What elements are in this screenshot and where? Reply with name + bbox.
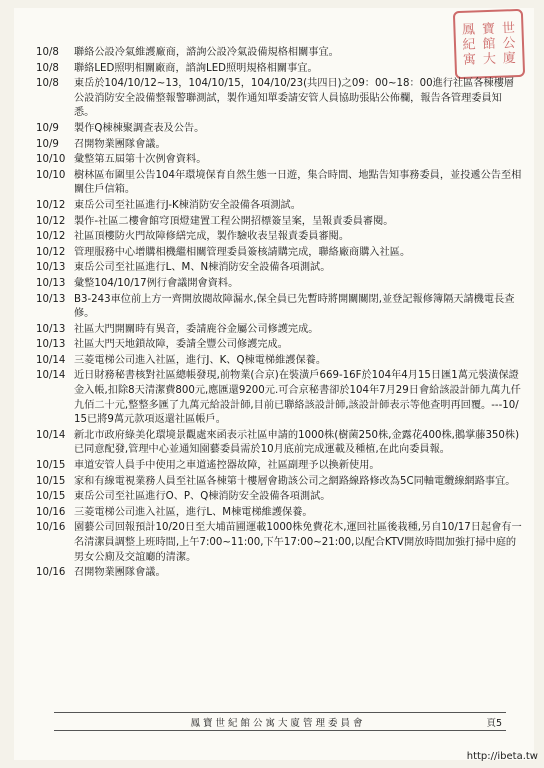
entry-date: 10/8 [36, 78, 59, 90]
entry-text: 園藝公司回報預計10/20日至大埔苗圃運載1000株免費花木,運回社區後栽種,另自10/17日起會有一名清潔員調整上班時間,上午7:00~11:00,下午17:00~21:00,以配合KTV開放時間加強打掃中庭的男女公廁及交誼廳的清潔。 [74, 522, 522, 563]
page-number: 頁5 [486, 717, 502, 729]
log-entry [36, 277, 522, 292]
entry-date: 10/13 [36, 262, 66, 274]
entry-text: 近日財務秘書核對社區總帳發現,前物業(合京)在裝潢戶669-16F於104年4月15日匯1萬元裝潢保證金入帳,扣除8天清潔費800元,應匯還9200元.可合京秘書卻於104年7月29日會給該設計師九萬九仟九佰二十元,整整多匯了九萬元給設計師,目前已聯絡該設計師,該設計師表示等他查明再回覆。---10/15已將9萬元款項返還社區帳戶。 [74, 370, 521, 426]
log-entry [36, 138, 522, 153]
entry-date: 10/13 [36, 323, 66, 335]
entry-date: 10/12 [36, 246, 66, 258]
entry-date: 10/12 [36, 199, 66, 211]
log-entry [36, 153, 522, 168]
entry-date: 10/15 [36, 475, 66, 487]
entry-date: 10/13 [36, 293, 66, 305]
official-seal: 鳳 寶 世 紀 館 公 寓 大 廈 [453, 9, 525, 79]
log-entry [36, 369, 522, 427]
entry-text: 東岳公司至社區進行L、M、N棟消防安全設備各項測試。 [74, 262, 331, 274]
entry-text: 彙整第五屆第十次例會資料。 [74, 154, 207, 166]
entry-date: 10/12 [36, 231, 66, 243]
log-entry [36, 215, 522, 230]
entry-date: 10/9 [36, 138, 59, 150]
log-entry [36, 490, 522, 505]
log-entry [36, 261, 522, 276]
entry-text: 召開物業團隊會議。 [74, 567, 166, 579]
entry-date: 10/8 [36, 62, 59, 74]
entry-list [36, 46, 522, 582]
entry-date: 10/10 [36, 169, 66, 181]
log-entry [36, 230, 522, 245]
entry-date: 10/14 [36, 370, 66, 382]
entry-text: 製作Q棟棟聚調查表及公告。 [74, 122, 205, 134]
log-entry [36, 293, 522, 322]
log-entry [36, 566, 522, 581]
entry-text: B3-243車位前上方一齊開放閥故障漏水,保全員已先暫時將開關關閉,並登記報修簿隔天請機電長查修。 [74, 293, 515, 320]
entry-date: 10/14 [36, 354, 66, 366]
log-entry [36, 429, 522, 458]
entry-text: 聯絡公設冷氣維護廠商，諮詢公設冷氣設備規格相關事宜。 [74, 47, 339, 58]
entry-date: 10/10 [36, 154, 66, 166]
log-entry [36, 62, 522, 77]
watermark-url: http://ibeta.tw [466, 751, 538, 762]
log-entry [36, 475, 522, 490]
entry-text: 社區大門開關時有異音，委請鹿谷金屬公司修護完成。 [74, 323, 319, 335]
entry-date: 10/14 [36, 429, 66, 441]
entry-text: 家和有線電視業務人員至社區各棟第十樓層會勘該公司之網路線路修改為5C同軸電纜線網路事宜。 [74, 475, 516, 487]
log-entry [36, 338, 522, 353]
entry-date: 10/16 [36, 567, 66, 579]
log-entry [36, 246, 522, 261]
log-entry [36, 506, 522, 521]
document-page [14, 8, 534, 760]
entry-date: 10/16 [36, 522, 66, 534]
entry-text: 三菱電梯公司進入社區，進行J、K、Q棟電梯維護保養。 [74, 354, 327, 366]
entry-date: 10/13 [36, 339, 66, 351]
log-entry [36, 46, 522, 61]
entry-text: 東岳公司至社區進行J-K棟消防安全設備各項測試。 [74, 199, 301, 211]
log-entry [36, 122, 522, 137]
log-entry [36, 459, 522, 474]
page-footer [54, 712, 506, 731]
entry-text: 召開物業團隊會議。 [74, 138, 166, 150]
entry-text: 彙整104/10/17例行會議開會資料。 [74, 277, 239, 289]
entry-text: 東岳公司至社區進行O、P、Q棟消防安全設備各項測試。 [74, 491, 331, 503]
log-entry [36, 169, 522, 198]
entry-text: 聯絡LED照明相關廠商，諮詢LED照明規格相關事宜。 [74, 62, 318, 74]
entry-text: 社區大門天地鎖故障，委請全豐公司修護完成。 [74, 339, 288, 351]
entry-date: 10/9 [36, 122, 59, 134]
log-entry [36, 77, 522, 121]
entry-text: 三菱電梯公司進入社區，進行L、M棟電梯維護保養。 [74, 506, 313, 518]
entry-date: 10/8 [36, 47, 59, 58]
log-entry [36, 323, 522, 338]
entry-text: 社區頂樓防火門故障修繕完成，製作驗收表呈報責委員審閱。 [74, 231, 350, 243]
log-entry [36, 521, 522, 565]
entry-date: 10/15 [36, 491, 66, 503]
entry-text: 樹林區布圍里公告104年環境保育自然生態一日遊，集合時間、地點告知事務委員，並投遞公告至相關住戶信箱。 [74, 169, 522, 196]
entry-text: 管理服務中心增購相機繼相關管理委員簽核請購完成，聯絡廠商購入社區。 [74, 246, 411, 258]
log-entry [36, 354, 522, 369]
entry-date: 10/12 [36, 215, 66, 227]
footer-title: 鳳寶世紀館公寓大廈管理委員會 [190, 717, 366, 729]
entry-text: 製作-社區二樓會館穹頂燈建置工程公開招標簽呈案，呈報責委員審閱。 [74, 215, 394, 227]
entry-text: 新北市政府綠美化環境景觀處來函表示社區申請的1000株(樹菌250株,金露花400株,鵝掌藤350株)已同意配發,管理中心並通知園藝委員需於10月底前完成運載及種植,在此向委員報。 [74, 429, 520, 456]
entry-text: 東岳於104/10/12~13，104/10/15，104/10/23(共四日)之09：00~18：00進行社區各棟樓層公設消防安全設備整報警聯測試，製作通知單委請安管人員協助張貼公佈欄，報告各管理委員知悉。 [74, 78, 515, 119]
entry-date: 10/13 [36, 277, 66, 289]
entry-text: 車道安管人員手中使用之車道遙控器故障，社區副理予以換新使用。 [74, 460, 380, 472]
log-entry [36, 199, 522, 214]
entry-date: 10/15 [36, 460, 66, 472]
entry-date: 10/16 [36, 506, 66, 518]
